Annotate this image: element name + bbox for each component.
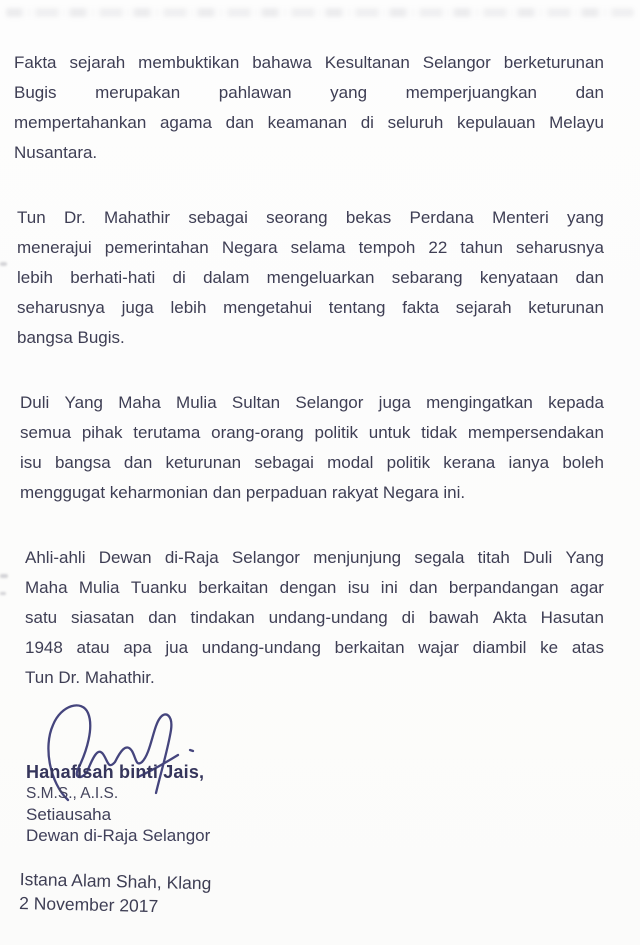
word: Fakta bbox=[14, 53, 57, 72]
word: Yang bbox=[565, 548, 604, 567]
text-line bbox=[17, 233, 604, 263]
word: di-Raja bbox=[164, 548, 219, 567]
word: lebih bbox=[170, 298, 207, 317]
paragraph-3 bbox=[20, 388, 604, 508]
word: juga bbox=[121, 298, 154, 317]
footer-block bbox=[19, 867, 212, 919]
scan-artifact-left-3 bbox=[0, 592, 6, 595]
word: kepulauan bbox=[457, 113, 536, 132]
word: tentang bbox=[328, 298, 386, 317]
word: Selangor bbox=[422, 53, 491, 72]
word: Mulia bbox=[176, 393, 217, 412]
word: sebarang bbox=[391, 268, 463, 287]
word: memperjuangkan bbox=[405, 83, 537, 102]
word: berhati-hati bbox=[70, 268, 156, 287]
word: dan bbox=[225, 113, 254, 132]
word: dalam bbox=[203, 268, 250, 287]
text-line bbox=[25, 573, 604, 603]
word: mengingatkan bbox=[426, 393, 533, 412]
text-line bbox=[17, 203, 604, 233]
word: pahlawan bbox=[218, 83, 292, 102]
word: membuktikan bbox=[138, 53, 240, 72]
word: politik bbox=[386, 453, 431, 472]
word: berketurunan bbox=[503, 53, 604, 72]
text-line bbox=[14, 48, 604, 78]
word: Selangor bbox=[295, 393, 364, 412]
word: mempertahankan bbox=[14, 113, 147, 132]
word: Dewan bbox=[98, 548, 152, 567]
word: berpandangan bbox=[448, 578, 559, 597]
word: tempoh bbox=[358, 238, 416, 257]
word: dan bbox=[123, 453, 153, 472]
word: lebih bbox=[17, 268, 53, 287]
word: apa bbox=[123, 638, 152, 657]
word: Selangor bbox=[231, 548, 300, 567]
word: pemerintahan bbox=[104, 238, 209, 257]
word: dan bbox=[409, 578, 438, 597]
paragraph-2 bbox=[17, 203, 604, 353]
word: sebagai bbox=[188, 208, 248, 227]
word: keturunan bbox=[165, 453, 242, 472]
word: ianya bbox=[508, 453, 550, 472]
text-line bbox=[25, 603, 604, 633]
word: yang bbox=[567, 208, 604, 227]
word: berkaitan bbox=[334, 638, 405, 657]
word: segala bbox=[414, 548, 465, 567]
letter-date: 2 November 2017 bbox=[18, 892, 159, 917]
signatory-honorifics: S.M.S., A.I.S. bbox=[26, 785, 119, 802]
word: modal bbox=[327, 453, 374, 472]
word: kenyataan bbox=[479, 268, 559, 287]
word: Sultan bbox=[231, 393, 281, 412]
word: seharusnya bbox=[17, 298, 105, 317]
word: undang-undang bbox=[268, 608, 388, 627]
word: seluruh bbox=[387, 113, 444, 132]
text-line bbox=[14, 78, 604, 108]
word: Duli bbox=[523, 548, 553, 567]
word: mengeluarkan bbox=[266, 268, 375, 287]
word: Mahathir bbox=[103, 208, 171, 227]
word: untuk bbox=[368, 423, 411, 442]
word: bawah bbox=[428, 608, 479, 627]
word: seorang bbox=[266, 208, 328, 227]
scan-artifact-left-2 bbox=[0, 574, 8, 578]
word: bahawa bbox=[252, 53, 312, 72]
text-line bbox=[20, 448, 604, 478]
word: isu bbox=[20, 453, 42, 472]
signatory-organization: Dewan di-Raja Selangor bbox=[26, 826, 211, 845]
word: atas bbox=[571, 638, 604, 657]
paragraph-1 bbox=[14, 48, 604, 168]
word: politik bbox=[314, 423, 358, 442]
word: keamanan bbox=[267, 113, 348, 132]
word: Perdana bbox=[409, 208, 474, 227]
word: Hasutan bbox=[540, 608, 604, 627]
word: siasatan bbox=[71, 608, 135, 627]
word: merupakan bbox=[95, 83, 181, 102]
word: Maha bbox=[118, 393, 161, 412]
word: Ahli-ahli bbox=[25, 548, 86, 567]
scan-artifact-top bbox=[6, 8, 634, 17]
word: Dr. bbox=[63, 208, 86, 227]
word: diambil bbox=[472, 638, 527, 657]
word: jua bbox=[165, 638, 189, 657]
word: Yang bbox=[64, 393, 103, 412]
word: dan bbox=[148, 608, 177, 627]
word: Menteri bbox=[492, 208, 549, 227]
word: agar bbox=[569, 578, 604, 597]
word: ke bbox=[540, 638, 559, 657]
word: dengan bbox=[279, 578, 337, 597]
word: undang-undang bbox=[201, 638, 321, 657]
word: dan bbox=[575, 83, 604, 102]
word: selama bbox=[290, 238, 346, 257]
word: fakta bbox=[402, 298, 440, 317]
word: Tun bbox=[17, 208, 46, 227]
word: bangsa bbox=[54, 453, 111, 472]
word: pihak bbox=[81, 423, 123, 442]
word: satu bbox=[25, 608, 58, 627]
word: tahun bbox=[460, 238, 503, 257]
word: Bugis bbox=[14, 83, 57, 102]
word: di bbox=[401, 608, 415, 627]
word: atau bbox=[76, 638, 110, 657]
text-line bbox=[20, 418, 604, 448]
text-line bbox=[25, 543, 604, 573]
word: Negara bbox=[221, 238, 278, 257]
signatory-title: Setiausaha bbox=[26, 805, 112, 824]
text-line bbox=[17, 263, 604, 293]
word: orang-orang bbox=[211, 423, 304, 442]
word: boleh bbox=[562, 453, 604, 472]
word: berkaitan bbox=[198, 578, 269, 597]
text-line: bangsa Bugis. bbox=[17, 328, 125, 347]
word: wajar bbox=[418, 638, 459, 657]
text-line bbox=[14, 108, 604, 138]
word: yang bbox=[330, 83, 368, 102]
word: isu bbox=[347, 578, 370, 597]
word: Tuanku bbox=[130, 578, 187, 597]
word: sebagai bbox=[254, 453, 314, 472]
word: keturunan bbox=[528, 298, 604, 317]
text-line bbox=[25, 633, 604, 663]
word: kerana bbox=[443, 453, 496, 472]
word: terutama bbox=[133, 423, 201, 442]
word: mengetahui bbox=[223, 298, 312, 317]
word: Kesultanan bbox=[324, 53, 410, 72]
word: 1948 bbox=[25, 638, 63, 657]
word: kepada bbox=[548, 393, 604, 412]
word: Akta bbox=[492, 608, 527, 627]
word: Mulia bbox=[78, 578, 120, 597]
word: 22 bbox=[428, 238, 448, 257]
word: agama bbox=[159, 113, 212, 132]
text-line: Tun Dr. Mahathir. bbox=[25, 668, 155, 687]
word: sejarah bbox=[455, 298, 512, 317]
word: Melayu bbox=[549, 113, 604, 132]
word: bekas bbox=[345, 208, 392, 227]
word: sejarah bbox=[69, 53, 126, 72]
signature-block bbox=[26, 762, 210, 846]
letter-place: Istana Alam Shah, Klang bbox=[19, 868, 212, 894]
text-line bbox=[20, 388, 604, 418]
signatory-name: Hanafisah binti Jais, bbox=[26, 762, 205, 782]
word: tidak bbox=[421, 423, 458, 442]
word: di bbox=[172, 268, 186, 287]
paragraph-4 bbox=[25, 543, 604, 693]
word: dan bbox=[575, 268, 604, 287]
word: juga bbox=[378, 393, 411, 412]
text-line: Nusantara. bbox=[14, 143, 98, 162]
word: Duli bbox=[20, 393, 50, 412]
word: semua bbox=[20, 423, 72, 442]
word: seharusnya bbox=[516, 238, 604, 257]
word: tindakan bbox=[190, 608, 255, 627]
word: di bbox=[360, 113, 374, 132]
word: Maha bbox=[25, 578, 68, 597]
word: mempersendakan bbox=[467, 423, 604, 442]
word: ini bbox=[380, 578, 398, 597]
scan-artifact-left-1 bbox=[0, 262, 7, 266]
text-line: menggugat keharmonian dan perpaduan rakyat Negara ini. bbox=[20, 483, 466, 502]
word: menerajui bbox=[17, 238, 92, 257]
word: menjunjung bbox=[313, 548, 402, 567]
text-line bbox=[17, 293, 604, 323]
word: titah bbox=[477, 548, 510, 567]
